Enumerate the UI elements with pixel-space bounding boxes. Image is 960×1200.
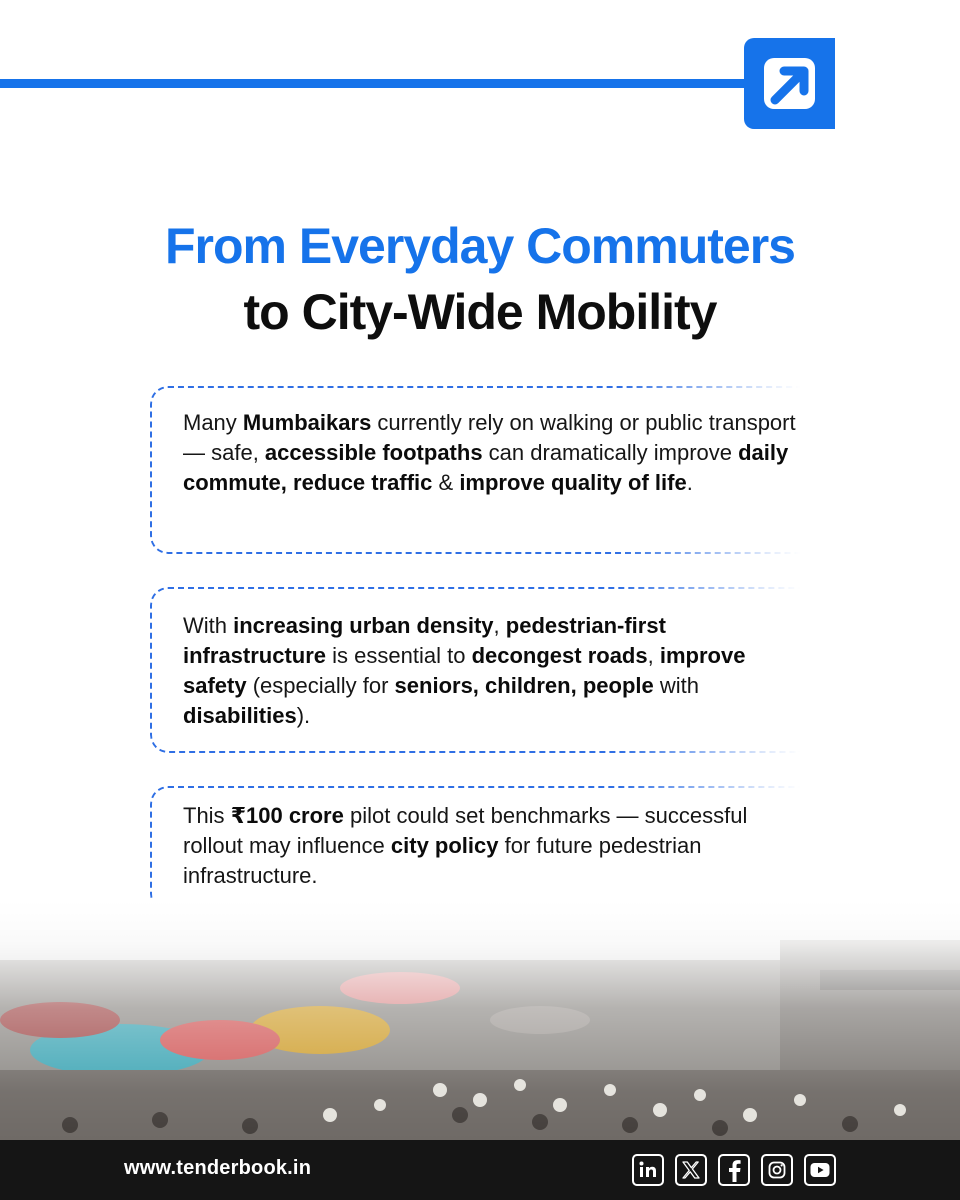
card-text-commute — [183, 408, 803, 498]
card-text-segment: & — [432, 470, 460, 495]
card-text-segment: (especially for — [246, 673, 395, 698]
card-text-bold: daily commute, reduce traffic — [183, 440, 789, 495]
card-text-bold: improve safety — [183, 643, 746, 698]
facebook-icon[interactable] — [718, 1154, 750, 1186]
card-text-segment: ). — [296, 703, 311, 728]
card-text-segment: with — [653, 673, 699, 698]
page-title — [0, 214, 960, 346]
card-text-segment: currently rely on walking or public transport — safe, — [183, 410, 796, 465]
website-link[interactable]: www.tenderbook.in — [124, 1157, 312, 1179]
card-text-bold: decongest roads — [471, 643, 648, 668]
title-line-2: to City-Wide Mobility — [243, 284, 717, 340]
card-text-segment: This — [183, 803, 231, 828]
card-text-bold: accessible footpaths — [264, 440, 483, 465]
x-icon[interactable] — [675, 1154, 707, 1186]
card-text-segment: can dramatically improve — [482, 440, 739, 465]
brand-logo[interactable] — [744, 38, 835, 129]
card-text-density — [183, 611, 803, 731]
card-text-bold: city policy — [390, 833, 499, 858]
card-text-segment: Many — [183, 410, 243, 435]
title-line-1: From Everyday Commuters — [164, 218, 795, 274]
card-text-bold: pedestrian-first infrastructure — [183, 613, 666, 668]
card-text-bold: ₹100 crore — [230, 803, 344, 828]
instagram-icon[interactable] — [761, 1154, 793, 1186]
header-rule — [0, 79, 760, 88]
card-text-bold: Mumbaikars — [242, 410, 372, 435]
card-text-segment: , — [493, 613, 506, 638]
background-fade-overlay — [0, 900, 960, 1140]
card-text-bold: improve quality of life — [459, 470, 687, 495]
card-text-bold: disabilities — [183, 703, 297, 728]
card-text-segment: is essential to — [326, 643, 472, 668]
card-text-segment: With — [183, 613, 234, 638]
footer-bar — [0, 1140, 960, 1200]
social-icons — [632, 1154, 836, 1186]
card-text-bold: seniors, children, people — [394, 673, 654, 698]
arrow-up-right-icon — [744, 38, 835, 129]
card-text-segment: , — [647, 643, 660, 668]
card-text-pilot — [183, 801, 803, 891]
youtube-icon[interactable] — [804, 1154, 836, 1186]
card-text-segment: . — [686, 470, 693, 495]
linkedin-icon[interactable] — [632, 1154, 664, 1186]
crowd-background-image — [0, 900, 960, 1140]
card-text-segment: for future pedestrian infrastructure. — [183, 833, 702, 888]
card-text-bold: increasing urban density — [233, 613, 494, 638]
card-text-segment: pilot could set benchmarks — successful rollout may influence — [183, 803, 748, 858]
